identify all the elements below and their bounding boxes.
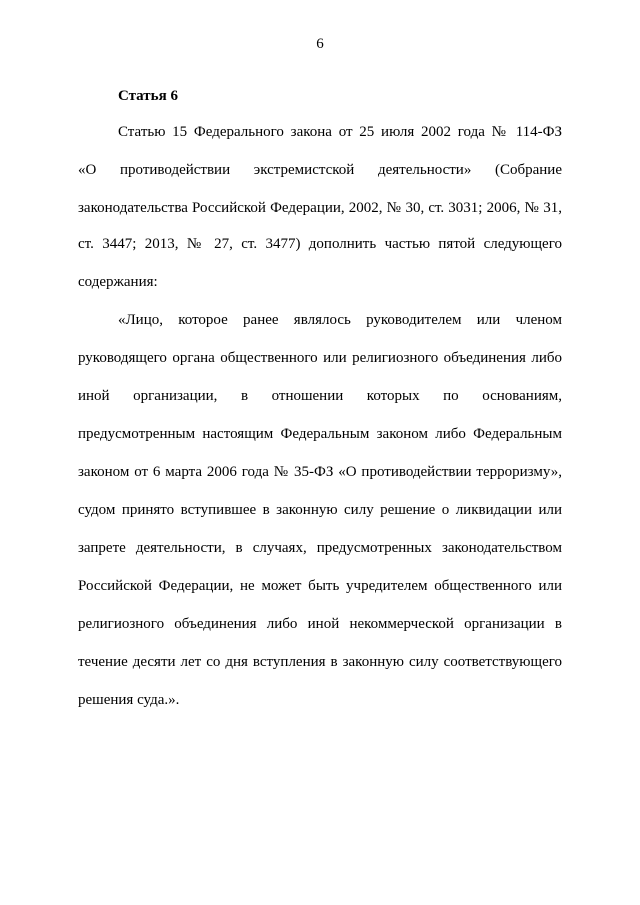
text-line: законом от 6 марта 2006 года № 35-ФЗ «О противодействии терроризму», bbox=[78, 464, 562, 480]
text-line: решения суда.». bbox=[78, 692, 180, 708]
text-line: Статью 15 Федерального закона от 25 июля 2002 года № 114-ФЗ bbox=[118, 124, 562, 140]
text-line: судом принято вступившее в законную силу решение о ликвидации или bbox=[78, 502, 562, 518]
text-line: иной организации, в отношении которых по основаниям, bbox=[78, 388, 562, 404]
text-line: течение десяти лет со дня вступления в законную силу соответствующего bbox=[78, 654, 562, 670]
text-line: религиозного объединения либо иной некоммерческой организации в bbox=[78, 616, 562, 632]
text-line: «О противодействии экстремистской деятельности» (Собрание bbox=[78, 162, 562, 178]
text-line: руководящего органа общественного или религиозного объединения либо bbox=[78, 350, 562, 366]
page-number: 6 bbox=[316, 36, 324, 52]
text-line: запрете деятельности, в случаях, предусмотренных законодательством bbox=[78, 540, 562, 556]
text-line: «Лицо, которое ранее являлось руководителем или членом bbox=[118, 312, 562, 328]
text-line: содержания: bbox=[78, 274, 158, 290]
text-line: Российской Федерации, не может быть учредителем общественного или bbox=[78, 578, 562, 594]
text-line: ст. 3447; 2013, № 27, ст. 3477) дополнить частью пятой следующего bbox=[78, 236, 562, 252]
article-title: Статья 6 bbox=[118, 88, 178, 104]
text-line: предусмотренным настоящим Федеральным законом либо Федеральным bbox=[78, 426, 562, 442]
text-line: законодательства Российской Федерации, 2002, № 30, ст. 3031; 2006, № 31, bbox=[78, 200, 562, 216]
